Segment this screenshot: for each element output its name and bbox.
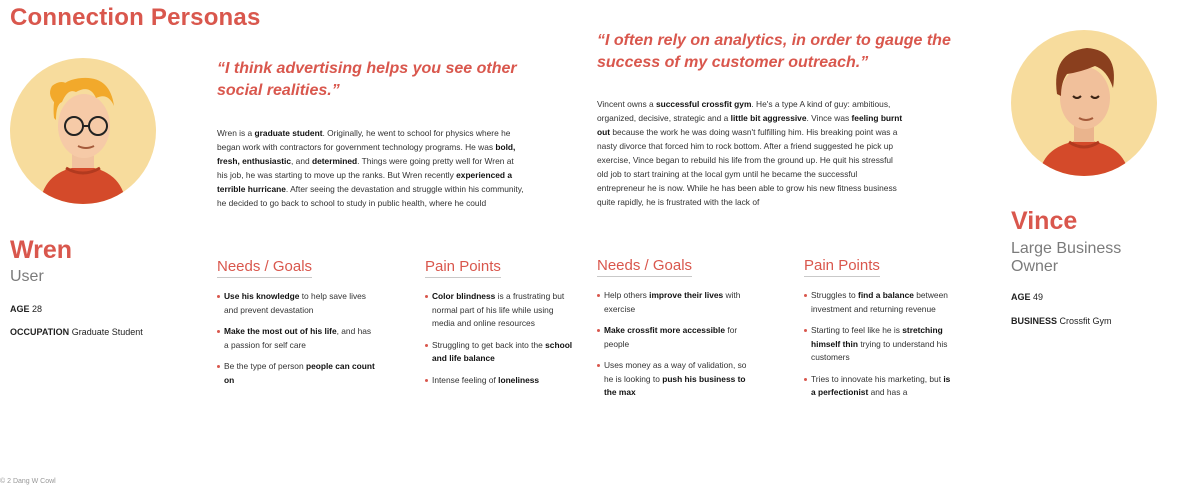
vince-role: Large Business Owner bbox=[1011, 240, 1122, 275]
wren-age-label: AGE bbox=[10, 304, 30, 314]
wren-age-value: 28 bbox=[32, 304, 43, 314]
footer-credit: © 2 Dang W Cowl bbox=[0, 478, 56, 485]
wren-quote: “I think advertising helps you see other social realities.” bbox=[217, 60, 517, 99]
list-item: Struggling to get back into the school and life balance bbox=[425, 339, 575, 366]
list-item: Intense feeling of loneliness bbox=[425, 374, 575, 388]
list-item: Struggles to find a balance between investment and returning revenue bbox=[804, 289, 954, 316]
wren-needs-section bbox=[217, 258, 377, 395]
vince-name: Vince bbox=[1011, 207, 1078, 235]
list-item: Make crossfit more accessible for people bbox=[597, 324, 757, 351]
illustrated-avatar-vince-icon bbox=[1011, 30, 1157, 176]
vince-quote: “I often rely on analytics, in order to gauge the success of my customer outreach.” bbox=[597, 32, 951, 71]
wren-avatar bbox=[10, 58, 156, 204]
list-item: Make the most out of his life, and has a passion for self care bbox=[217, 325, 377, 352]
wren-pain-list bbox=[425, 290, 575, 387]
wren-needs-list bbox=[217, 290, 377, 387]
list-item: Help others improve their lives with exercise bbox=[597, 289, 757, 316]
vince-bio: Vincent owns a successful crossfit gym. He's a type A kind of guy: ambitious, organized, decisive, strategic and a little bit aggressive. Vince was feeling burnt out because the work he was doing wasn't fulfilling him. His breaking point was a nasty divorce that forced him to rock bottom. After a friend suggested he pick up exercise, Vince began to rebuild his life from the ground up. He quit his stressful old job to start training at the local gym until he became the successful entrepreneur he is now. While he has been able to grow his new fitness business quite rapidly, he is frustrated with the lack of bbox=[597, 99, 903, 207]
list-item: Uses money as a way of validation, so he is looking to push his business to the max bbox=[597, 359, 757, 400]
page-title: Connection Personas bbox=[10, 4, 261, 31]
vince-age bbox=[1011, 292, 1043, 302]
wren-occupation-label: OCCUPATION bbox=[10, 327, 70, 337]
vince-age-value: 49 bbox=[1033, 292, 1044, 302]
vince-needs-list bbox=[597, 289, 757, 400]
vince-needs-title: Needs / Goals bbox=[597, 257, 692, 277]
wren-age bbox=[10, 304, 42, 314]
vince-pain-section bbox=[804, 257, 954, 419]
list-item: Be the type of person people can count on bbox=[217, 360, 377, 387]
wren-role: User bbox=[10, 268, 44, 285]
wren-occupation bbox=[10, 327, 143, 337]
list-item: Tries to innovate his marketing, but is a perfectionist and has a bbox=[804, 373, 954, 400]
list-item: Color blindness is a frustrating but normal part of his life while using media and online resources bbox=[425, 290, 575, 331]
wren-name: Wren bbox=[10, 236, 73, 264]
vince-pain-list bbox=[804, 289, 954, 419]
wren-pain-title: Pain Points bbox=[425, 258, 501, 278]
vince-business-label: BUSINESS bbox=[1011, 316, 1058, 326]
wren-bio: Wren is a graduate student. Originally, he went to school for physics where he began work with contractors for government technology programs. He was bold, fresh, enthusiastic, and determined. Things were going pretty well for Wren at his job, he was starting to move up the ranks. But Wren recently experienced a terrible hurricane. After seeing the devastation and struggle within his community, he decided to go back to school to study in public health, where he could bbox=[217, 128, 524, 208]
wren-occupation-value: Graduate Student bbox=[71, 327, 143, 337]
illustrated-avatar-wren-icon bbox=[10, 58, 156, 204]
list-item: Use his knowledge to help save lives and prevent devastation bbox=[217, 290, 377, 317]
vince-age-label: AGE bbox=[1011, 292, 1031, 302]
vince-business bbox=[1011, 316, 1112, 326]
vince-pain-title: Pain Points bbox=[804, 257, 880, 277]
vince-avatar bbox=[1011, 30, 1157, 176]
list-item: Starting to feel like he is stretching himself thin trying to understand his customers bbox=[804, 324, 954, 365]
vince-needs-section bbox=[597, 257, 757, 408]
wren-needs-title: Needs / Goals bbox=[217, 258, 312, 278]
vince-business-value: Crossfit Gym bbox=[1059, 316, 1112, 326]
wren-pain-section bbox=[425, 258, 575, 395]
